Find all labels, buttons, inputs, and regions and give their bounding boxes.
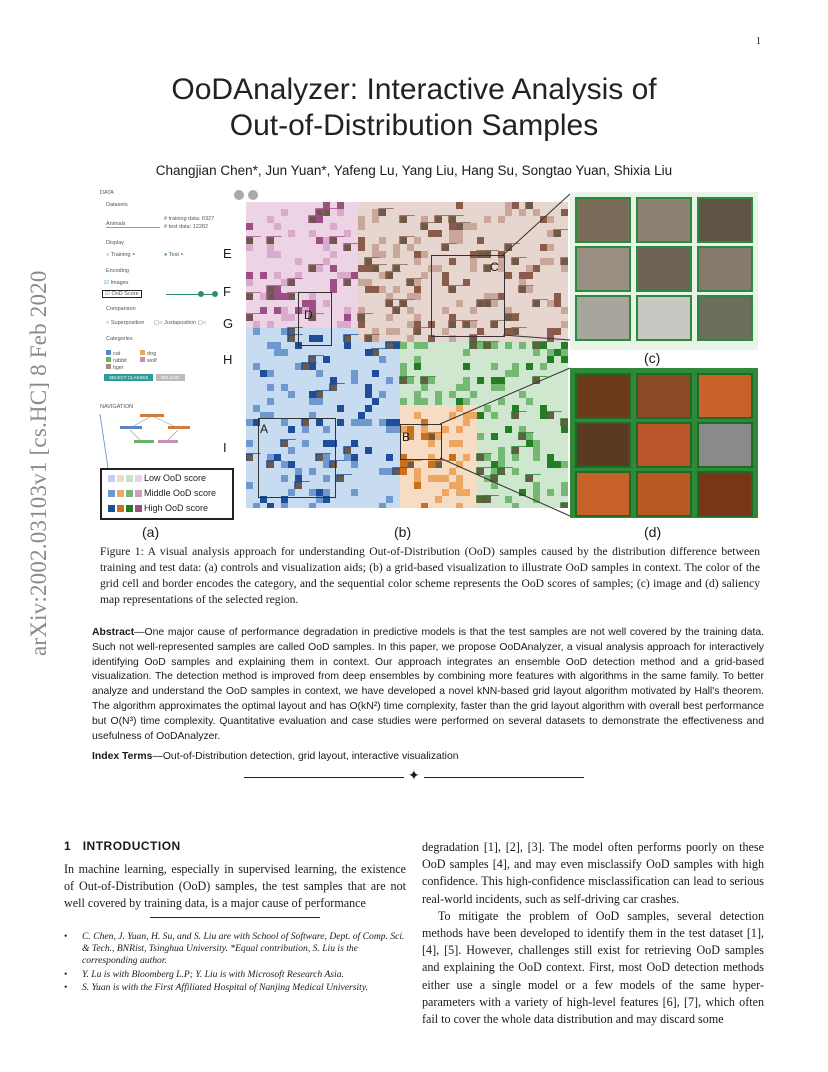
display-label: Display [106, 240, 125, 246]
category-label: tiger [113, 365, 124, 371]
rabbit-saliency-thumbnail[interactable] [637, 423, 691, 467]
footnote-rule [150, 917, 320, 918]
divider-diamond-icon: ✦ [408, 769, 420, 784]
navigation-label: NAVIGATION [100, 404, 134, 410]
page-number: 1 [756, 36, 761, 47]
intro-right-column [422, 839, 764, 1028]
images-option-label: Images [110, 280, 129, 286]
sublabel-c: (c) [644, 350, 661, 366]
divider-right [424, 777, 584, 778]
category-label: wolf [147, 358, 157, 364]
section-heading [64, 839, 181, 853]
ood-score-checkbox[interactable]: ☑ OoD Score [102, 290, 142, 298]
divider-left [244, 777, 404, 778]
index-terms [92, 751, 459, 762]
wolf-image-thumbnail[interactable] [698, 296, 752, 340]
rabbit-saliency-thumbnail[interactable] [637, 472, 691, 516]
saliency-thumbnails [570, 368, 758, 518]
category-label: rabbit [113, 358, 127, 364]
wolf-image-thumbnail[interactable] [637, 198, 691, 242]
wolf-image-thumbnail[interactable] [698, 247, 752, 291]
rabbit-saliency-thumbnail[interactable] [698, 423, 752, 467]
wolf-image-thumbnail[interactable] [576, 296, 630, 340]
test-option-label: Test [168, 252, 179, 258]
reload-button[interactable]: RELOAD [156, 374, 185, 381]
superposition-label: Superposition [110, 320, 145, 326]
rabbit-saliency-thumbnail[interactable] [637, 374, 691, 418]
abstract-label: Abstract [92, 627, 135, 638]
categories-label: Categories [106, 336, 133, 342]
encoding-label: Encoding [106, 268, 129, 274]
superposition-radio[interactable]: ○ Superposition [106, 320, 145, 326]
sublabel-b: (b) [394, 524, 412, 540]
training-count: # training data: 6327 [164, 216, 215, 222]
image-thumbnails [570, 192, 758, 350]
ood-score-option-label: OoD Score [111, 291, 139, 297]
index-terms-label: Index Terms [92, 751, 153, 762]
dataset-select[interactable]: Animals [106, 221, 160, 228]
category-label: dog [147, 351, 157, 357]
rabbit-saliency-thumbnail[interactable] [576, 374, 630, 418]
footnote-3: • S. Yuan is with the First Affiliated Hospital of Nanjing Medical University. [64, 982, 406, 994]
region-d-label: D [304, 308, 313, 322]
footnote-1: • C. Chen, J. Yuan, H. Su, and S. Liu are with School of Software, Dept. of Comp. Sci. & Tech., BNRist, Tsinghua University. *Equal contribution, S. Liu is the corresponding author. [64, 931, 406, 968]
author-list: Changjian Chen*, Jun Yuan*, Yafeng Lu, Yang Liu, Hang Su, Songtao Yuan, Shixia Liu [155, 163, 673, 178]
paper-title [0, 72, 828, 144]
sublabel-a: (a) [142, 524, 160, 540]
data-header: DATA [100, 190, 114, 196]
intro-paragraph-2: To mitigate the problem of OoD samples, several detection methods have been developed to identify them in the test dataset [1], [4], [5]. However, challenges still exist for retrieving OoD samples and explaining the OoD context. First, most OoD detection methods either use a single model or a few models of the same hyper-parameters with a variety of high-level features [6], [7], which often fail to cover the whole data distribution and may discard some [422, 908, 764, 1027]
wolf-image-thumbnail[interactable] [637, 296, 691, 340]
test-count: # test data: 12282 [164, 224, 209, 230]
wolf-image-thumbnail[interactable] [698, 198, 752, 242]
wolf-image-thumbnail[interactable] [576, 247, 630, 291]
title-line-1: OoDAnalyzer: Interactive Analysis of [171, 73, 657, 106]
training-option-label: Training [110, 252, 131, 258]
region-a-label: A [260, 422, 269, 436]
juxtaposition-radio[interactable]: ▢○ Juxtaposition ▢○ [154, 320, 207, 326]
rabbit-saliency-thumbnail[interactable] [698, 374, 752, 418]
arxiv-id: arXiv:2002.03103v1 [cs.HC] 8 Feb 2020 [26, 270, 51, 656]
abstract-text: —One major cause of performance degradation in predictive models is that the test samples are not well covered by the training data. Such not well-represented samples are called OoD samples. In this paper, we propose OoDAnalyzer, a visual analysis approach for interactively identifying OoD samples and explaining them in context. Our approach integrates an ensemble OoD detection method and a grid-based visualization. The detection method is improved from deep ensembles by combining more features with algorithms in the same family. To better analyze and understand the OoD samples in context, we have developed a novel kNN-based grid layout algorithm motivated by Hall's theorem. The algorithm approximates the optimal layout and has O(kN²) time complexity, faster than the grid layout algorithm with overall best performance but O(N³) time complexity. Quantitative evaluation and case studies were performed on several datasets to demonstrate the effectiveness and usefulness of OoDAnalyzer. [92, 627, 764, 742]
rabbit-saliency-thumbnail[interactable] [576, 472, 630, 516]
footnote-2: • Y. Lu is with Bloomberg L.P; Y. Liu is with Microsoft Research Asia. [64, 969, 406, 981]
arxiv-stamp [12, 270, 52, 656]
region-b-label: B [402, 430, 411, 444]
figure-caption: Figure 1: A visual analysis approach for understanding Out-of-Distribution (OoD) samples caused by the distribution difference between training and test data: (a) controls and visualization aids; (b) a grid-based visualization to illustrate OoD samples in context. The color of the grid cell and border encodes the category, and the sequential color scheme represents the OoD scores of samples; (c) image and (d) saliency map representations of the selected region. [100, 545, 760, 606]
rabbit-saliency-thumbnail[interactable] [576, 423, 630, 467]
region-c-label: C [490, 260, 499, 274]
abstract [92, 626, 764, 744]
intro-left-column: In machine learning, especially in supervised learning, the existence of Out-of-Distribution (OoD) samples, the test samples that are not well covered by training data, is a major cause of performance [64, 862, 406, 911]
annotation-i: I [223, 440, 227, 455]
panel-d-saliency [570, 368, 758, 518]
juxtaposition-label: Juxtaposition [164, 320, 197, 326]
images-checkbox[interactable]: ☑ Images [104, 280, 129, 286]
legend-middle-label: Middle OoD score [144, 488, 217, 498]
select-classes-button[interactable]: SELECT CLASSES [104, 374, 153, 381]
footnotes [64, 931, 406, 995]
annotation-e: E [223, 246, 232, 261]
section-title: INTRODUCTION [82, 839, 181, 853]
datasets-label: Datasets [106, 202, 128, 208]
category-label: cat [113, 351, 121, 357]
legend-low-label: Low OoD score [144, 473, 207, 483]
figure-1 [98, 190, 758, 540]
annotation-g: G [223, 316, 234, 331]
comparison-label: Comparison [106, 306, 136, 312]
wolf-image-thumbnail[interactable] [576, 198, 630, 242]
sublabel-d: (d) [644, 524, 662, 540]
panel-c-images [570, 192, 758, 350]
rabbit-saliency-thumbnail[interactable] [698, 472, 752, 516]
annotation-f: F [223, 284, 231, 299]
wolf-image-thumbnail[interactable] [637, 247, 691, 291]
annotation-h: H [223, 352, 233, 367]
training-radio[interactable]: ○ Training ◓ [106, 252, 136, 258]
index-terms-text: —Out-of-Distribution detection, grid layout, interactive visualization [152, 751, 459, 762]
section-number: 1 [64, 839, 72, 853]
intro-paragraph-1: degradation [1], [2], [3]. The model often performs poorly on these OoD samples [4], and may even misclassify OoD samples with high confidence. This high-confidence misclassification can lead to serious real-world incidents, such as self-driving car crashes. [422, 840, 764, 906]
legend-high-label: High OoD score [144, 503, 209, 513]
test-radio[interactable]: ● Test ◓ [164, 252, 184, 258]
title-line-2: Out-of-Distribution Samples [229, 109, 599, 142]
